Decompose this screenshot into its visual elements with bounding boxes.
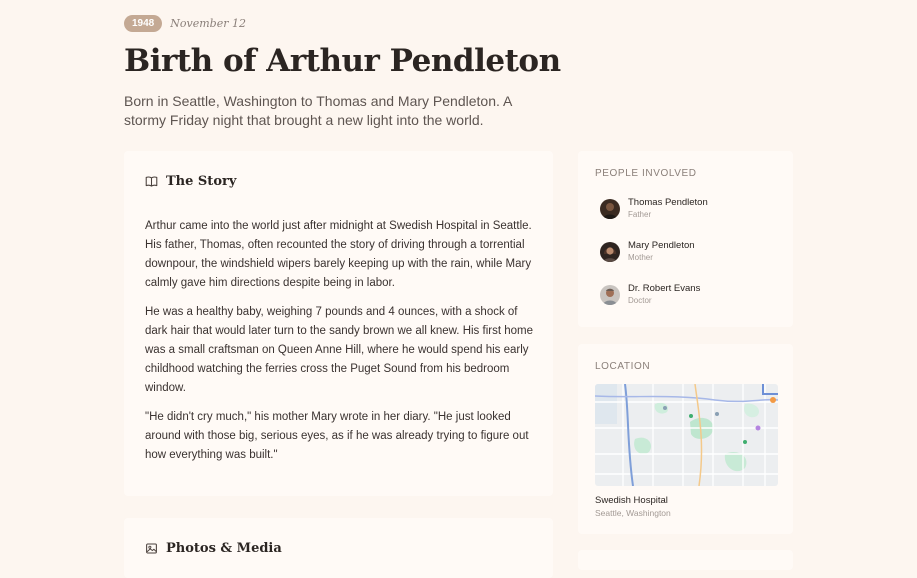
map-graphic (595, 384, 778, 486)
person-name: Thomas Pendleton (628, 197, 708, 209)
avatar (600, 242, 620, 262)
story-body (145, 217, 535, 475)
person-name: Dr. Robert Evans (628, 283, 700, 295)
year-badge: 1948 (124, 15, 162, 32)
event-meta (124, 15, 564, 32)
person-item[interactable] (600, 283, 700, 306)
event-subtitle: Born in Seattle, Washington to Thomas and Mary Pendleton. A stormy Friday night that brought a new light into the world. (124, 92, 554, 130)
media-heading: Photos & Media (166, 541, 282, 556)
media-header (145, 541, 282, 556)
location-map[interactable] (595, 384, 778, 486)
people-card (578, 151, 793, 327)
story-paragraph: "He didn't cry much," his mother Mary wrote in her diary. "He just looked around with those big, serious eyes, as if he was already trying to figure out how everything was built." (145, 408, 535, 465)
story-paragraph: He was a healthy baby, weighing 7 pounds and 4 ounces, with a shock of dark hair that would later turn to the sandy brown we all knew. His first home was a small craftsman on Queen Anne Hill, where he would spend his early childhood watching the ferries cross the Puget Sound from his bedroom window. (145, 303, 535, 398)
person-role: Doctor (628, 295, 700, 306)
location-card (578, 344, 793, 534)
page-title: Birth of Arthur Pendleton (124, 42, 564, 80)
person-item[interactable] (600, 197, 708, 220)
avatar (600, 285, 620, 305)
story-paragraph: Arthur came into the world just after midnight at Swedish Hospital in Seattle. His father, Thomas, often recounted the story of driving through a torrential downpour, the windshield wipers barely keeping up with the rain, while Mary calmly gave him directions despite being in labor. (145, 217, 535, 293)
avatar (600, 199, 620, 219)
person-item[interactable] (600, 240, 695, 263)
people-label: PEOPLE INVOLVED (595, 168, 697, 179)
person-name: Mary Pendleton (628, 240, 695, 252)
location-name: Swedish Hospital (595, 495, 668, 506)
person-role: Mother (628, 252, 695, 263)
next-card (578, 550, 793, 570)
person-role: Father (628, 209, 708, 220)
location-city: Seattle, Washington (595, 508, 671, 518)
story-header (145, 174, 236, 189)
image-icon (145, 542, 158, 555)
event-header (124, 15, 564, 130)
event-date: November 12 (170, 17, 246, 30)
media-card (124, 518, 553, 578)
story-heading: The Story (166, 174, 236, 189)
location-label: LOCATION (595, 361, 650, 372)
book-icon (145, 175, 158, 188)
story-card (124, 151, 553, 496)
